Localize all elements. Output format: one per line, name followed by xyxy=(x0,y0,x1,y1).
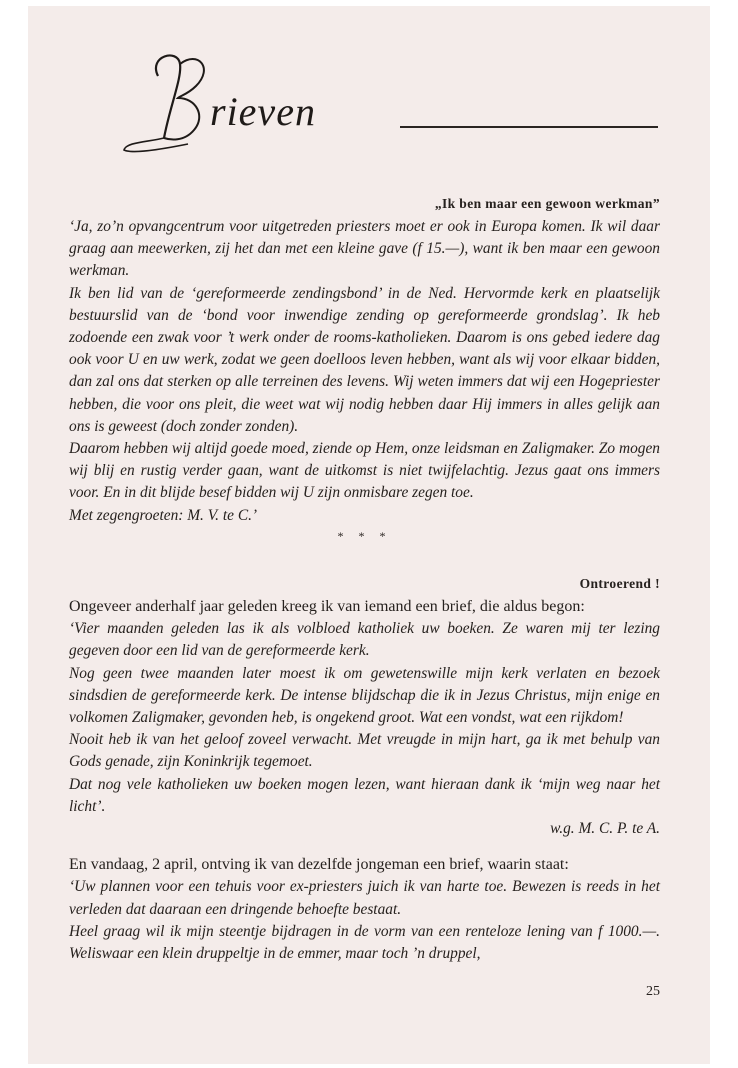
letter-1-paragraph: Ik ben lid van de ‘gereformeerde zendingsbond’ in de Ned. Hervormde kerk en plaatselijk bestuurslid van de ‘bond voor inwendige zending op gereformeerde grondslag’. Ik heb zodoende een zwak voor ’t werk onder de rooms-katholieken. Daarom is ons gebed iedere dag ook voor U en uw werk, zodat we geen doelloos leven hebben, want als wij voor elkaar bidden, dan zal ons dat sterken op alle terreinen des levens. Wij weten immers dat wij een Hogepriester hebben, die voor ons pleit, die weet wat wij nodig hebben daar Hij immers in alles gelijk aan ons is geweest (doch zonder zonden). xyxy=(69,284,660,435)
letter-2-intro: Ongeveer anderhalf jaar geleden kreeg ik van iemand een brief, die aldus begon: xyxy=(69,598,585,615)
letter-2-paragraph: Nooit heb ik van het geloof zoveel verwacht. Met vreugde in mijn hart, ga ik met behulp van Gods genade, zijn Koninkrijk tegemoet. xyxy=(69,731,660,771)
letter-1-heading: „Ik ben maar een gewoon werkman” xyxy=(434,196,660,211)
letter-2-followup-paragraph: Heel graag wil ik mijn steentje bijdragen in de vorm van een renteloze lening van f 1000.—. Weliswaar een klein druppeltje in de emmer, maar toch ’n druppel, xyxy=(69,922,660,963)
letter-2-followup-intro: En vandaag, 2 april, ontving ik van dezelfde jongeman een brief, waarin staat: xyxy=(69,856,569,874)
letter-2-paragraph: Dat nog vele katholieken uw boeken mogen lezen, want hieraan dank ik ‘mijn weg naar het licht’. xyxy=(69,775,660,815)
calligraphic-initial-logo xyxy=(118,46,218,156)
title-rule xyxy=(400,126,658,128)
letter-2-paragraph: ‘Vier maanden geleden las ik als volbloed katholiek uw boeken. Ze waren mij ter lezing gegeven door een lid van de gereformeerde kerk. xyxy=(69,620,660,660)
letter-1-paragraph: Daarom hebben wij altijd goede moed, ziende op Hem, onze leidsman en Zaligmaker. Zo mogen wij blij en rustig verder gaan, want de uitkomst is niet twijfelachtig. Jezus gaat ons immers voor. En in dit blijde besef bidden wij U zijn onmisbare zegen toe. xyxy=(69,440,660,502)
letter-2-signature: w.g. M. C. P. te A. xyxy=(550,820,660,838)
letter-1-signature: Met zegengroeten: M. V. te C.’ xyxy=(69,506,258,524)
section-separator: * * * xyxy=(337,528,392,543)
page-number: 25 xyxy=(646,984,660,999)
section-title: rieven xyxy=(210,89,316,134)
spacer xyxy=(69,840,660,854)
letter-2 xyxy=(69,576,660,965)
letter-2-paragraph: Nog geen twee maanden later moest ik om gewetenswille mijn kerk verlaten en bezoek sindsdien de gereformeerde kerk. De intense blijdschap die ik in Jezus Christus, mijn enige en volkomen Zaligmaker, gevonden heb, is ongekend groot. Wat een vondst, wat een rijkdom! xyxy=(69,664,660,727)
letter-1-paragraph: ‘Ja, zo’n opvangcentrum voor uitgetreden priesters moet er ook in Europa komen. Ik wil daar graag aan meewerken, zij het dan met een kleine gave (f 15.—), want ik ben maar een gewoon werkman. xyxy=(69,218,660,280)
page xyxy=(28,6,710,1064)
section-header xyxy=(28,6,710,166)
letter-2-heading: Ontroerend ! xyxy=(579,576,660,591)
letter-2-followup-paragraph: ‘Uw plannen voor een tehuis voor ex-priesters juich ik van harte toe. Bewezen is reeds in het verleden dat daaraan een dringende behoefte bestaat. xyxy=(69,878,660,918)
svg-text:B: B xyxy=(158,146,165,156)
letter-1 xyxy=(69,196,660,549)
